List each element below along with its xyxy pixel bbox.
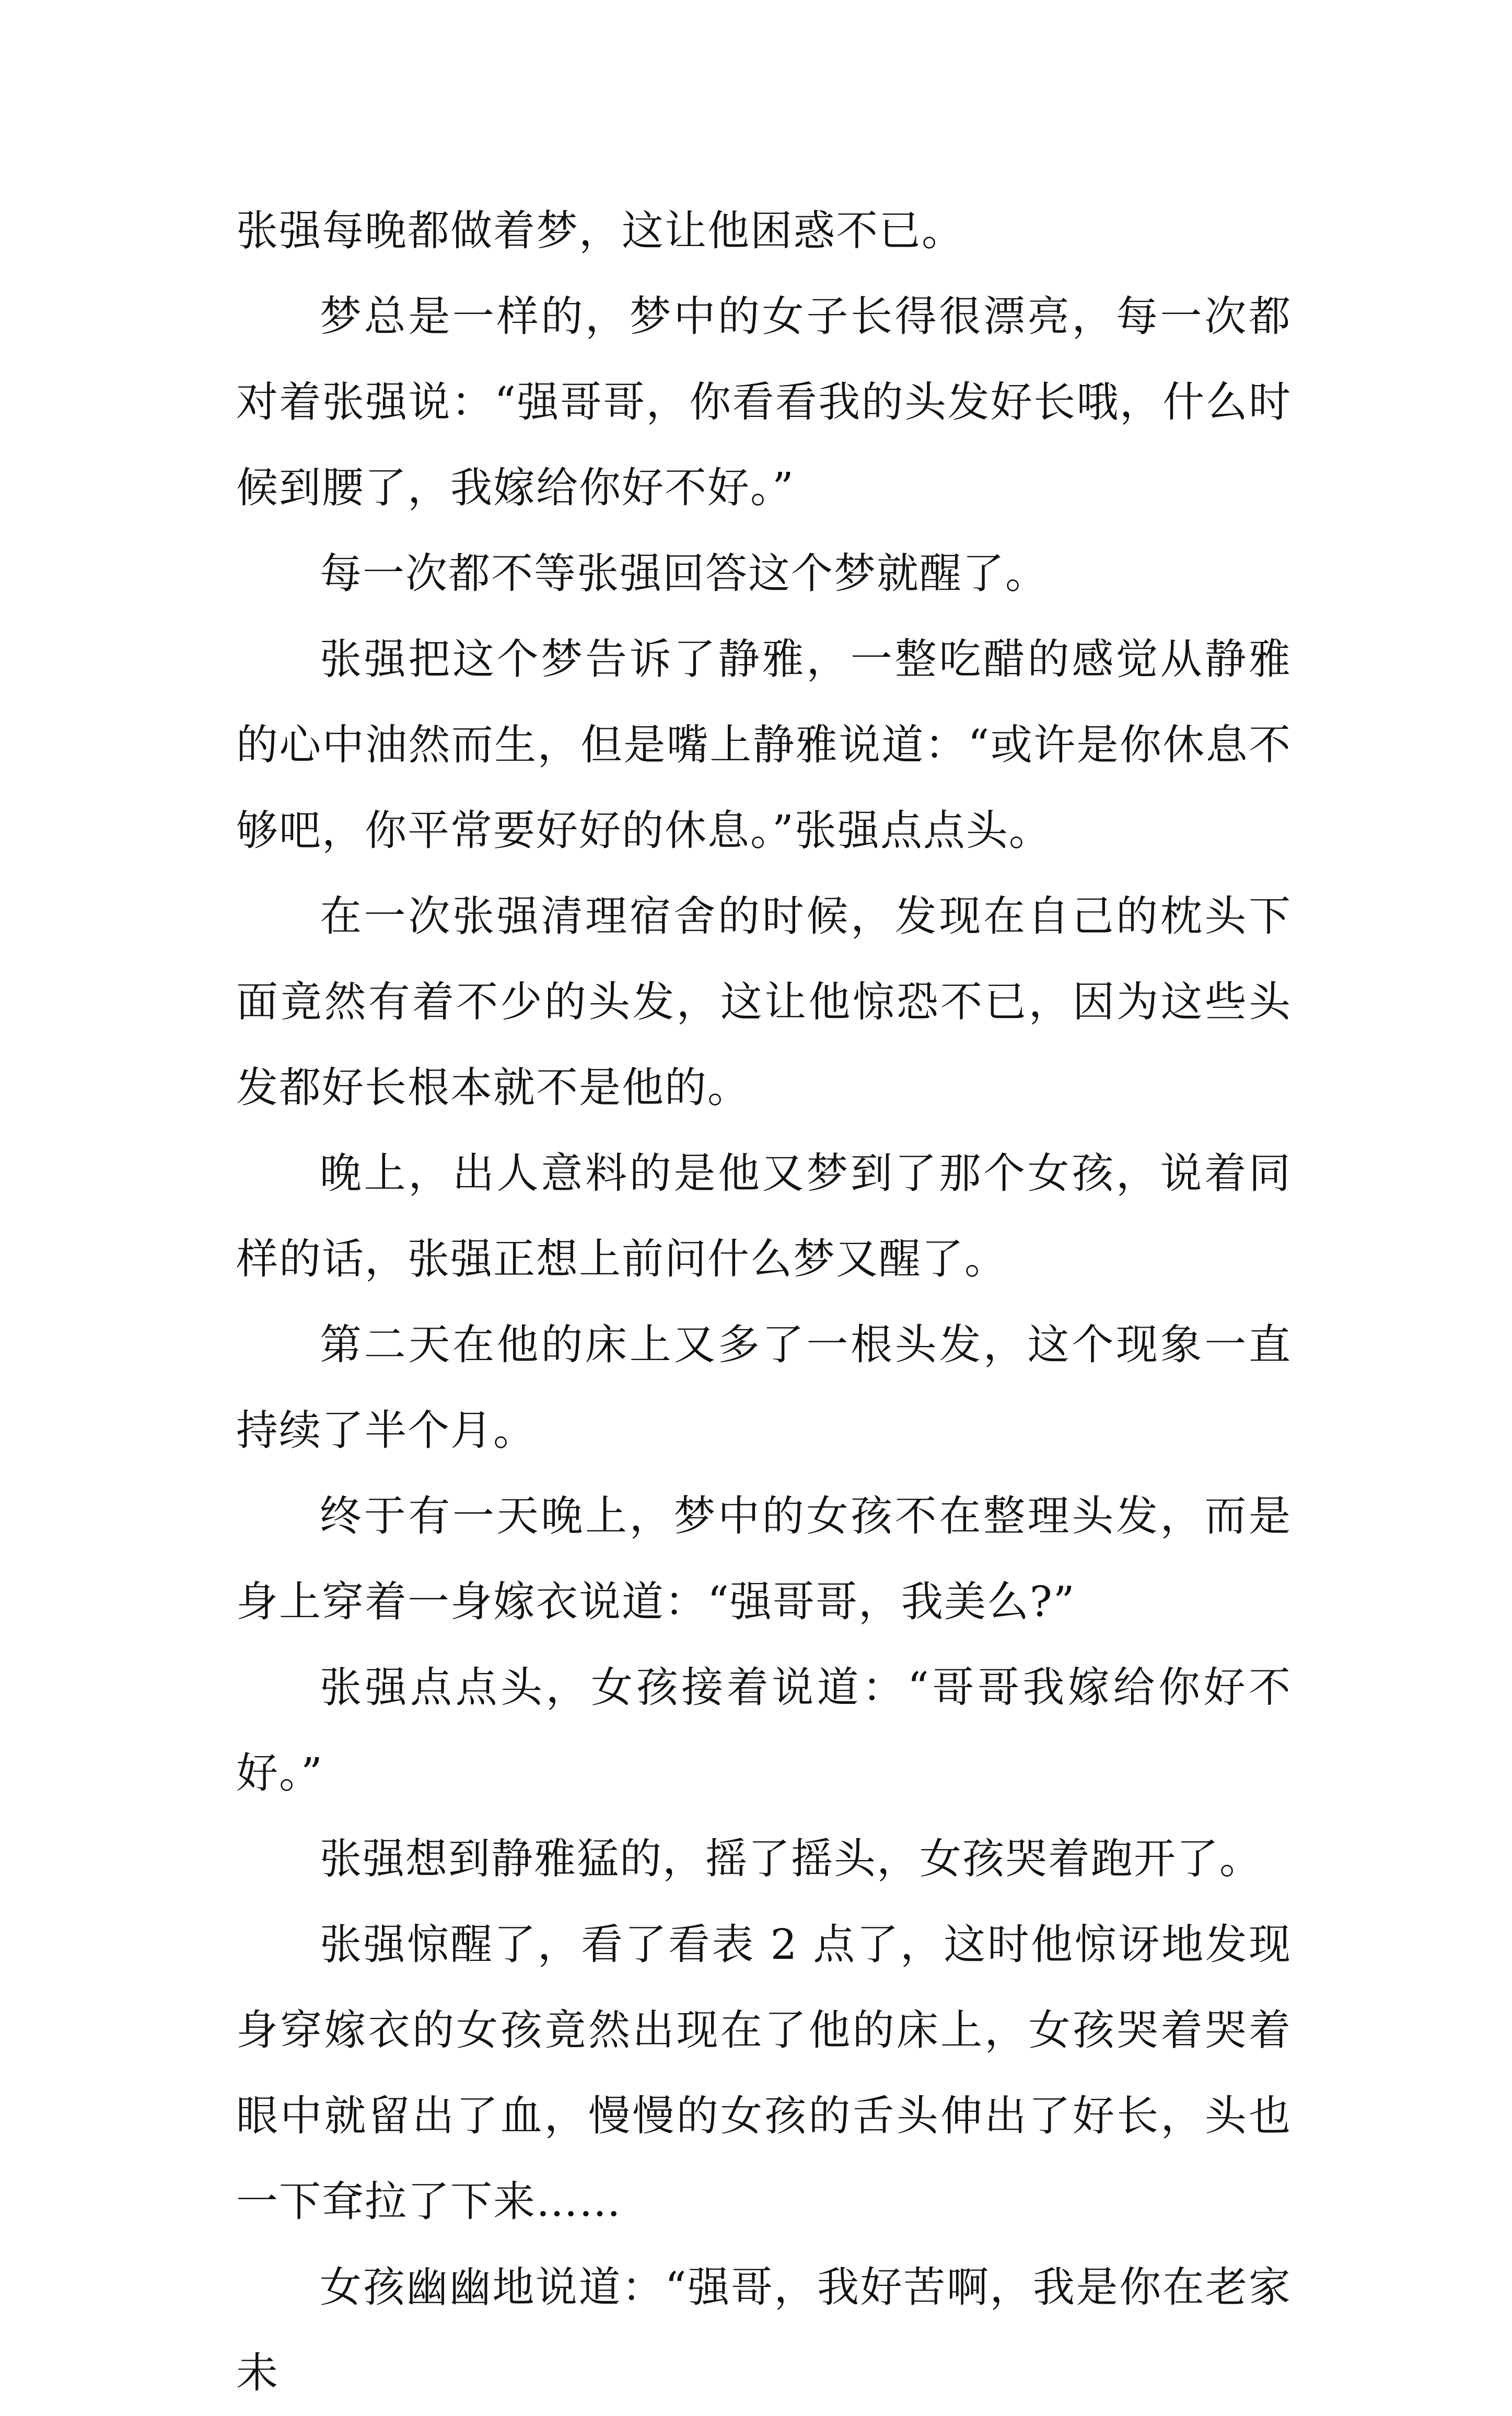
paragraph: 张强点点头，女孩接着说道：“哥哥我嫁给你好不好。” [236, 1663, 1292, 1797]
paragraph: 每一次都不等张强回答这个梦就醒了。 [320, 549, 1048, 598]
paragraph: 在一次张强清理宿舍的时候，发现在自己的枕头下面竟然有着不少的头发，这让他惊恐不已，因为这些头发都好长根本就不是他的。 [236, 892, 1292, 1112]
paragraph: 梦总是一样的，梦中的女子长得很漂亮，每一次都对着张强说：“强哥哥，你看看我的头发好长哦，什么时候到腰了，我嫁给你好不好。” [236, 292, 1292, 512]
paragraph: 晚上，出人意料的是他又梦到了那个女孩，说着同样的话，张强正想上前问什么梦又醒了。 [236, 1149, 1292, 1283]
paragraph: 女孩幽幽地说道：“强哥，我好苦啊，我是你在老家未 [236, 2263, 1292, 2397]
paragraph: 张强想到静雅猛的，摇了摇头，女孩哭着跑开了。 [320, 1834, 1262, 1883]
paragraph: 终于有一天晚上，梦中的女孩不在整理头发，而是身上穿着一身嫁衣说道：“强哥哥，我美么?” [236, 1492, 1292, 1626]
paragraph: 张强把这个梦告诉了静雅，一整吃醋的感觉从静雅的心中油然而生，但是嘴上静雅说道：“或许是你休息不够吧，你平常要好好的休息。”张强点点头。 [236, 635, 1292, 855]
paragraph: 第二天在他的床上又多了一根头发，这个现象一直持续了半个月。 [236, 1320, 1292, 1455]
paragraph: 张强惊醒了，看了看表 2 点了，这时他惊讶地发现身穿嫁衣的女孩竟然出现在了他的床上，女孩哭着哭着眼中就留出了血，慢慢的女孩的舌头伸出了好长，头也一下耷拉了下来…… [236, 1920, 1292, 2226]
paragraph: 张强每晚都做着梦，这让他困惑不已。 [236, 206, 964, 255]
story-body [236, 188, 1292, 2416]
